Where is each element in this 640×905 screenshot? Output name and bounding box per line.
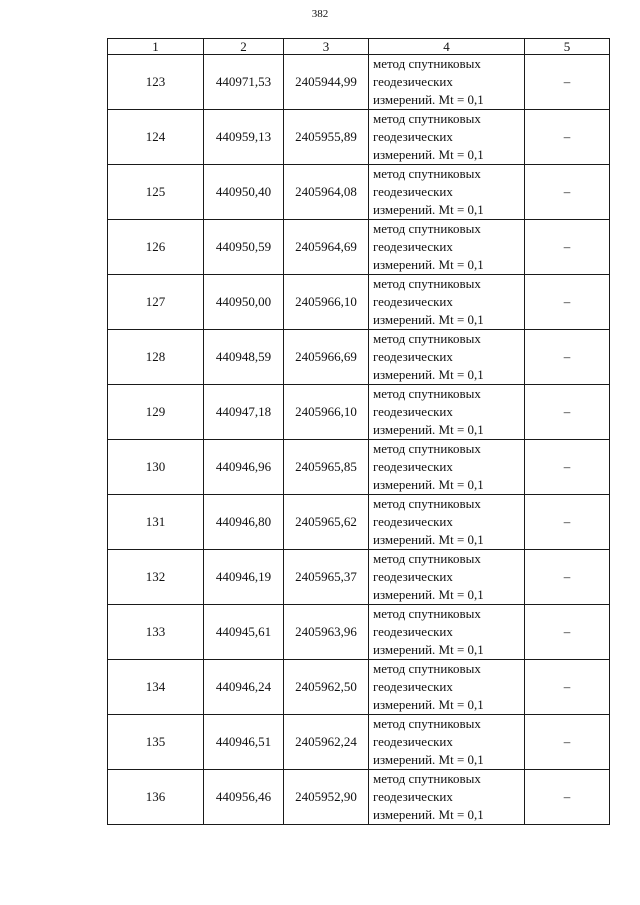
column-header-5: 5 <box>525 39 610 55</box>
table-row <box>108 660 610 715</box>
column-header-1: 1 <box>108 39 204 55</box>
note-cell: – <box>525 605 610 660</box>
method-cell: метод спутниковых геодезических измерений. Mt = 0,1 <box>369 330 525 385</box>
x-coordinate-cell: 440971,53 <box>204 55 284 110</box>
method-cell: метод спутниковых геодезических измерений. Mt = 0,1 <box>369 165 525 220</box>
method-cell: метод спутниковых геодезических измерений. Mt = 0,1 <box>369 715 525 770</box>
note-cell: – <box>525 55 610 110</box>
point-number-cell: 135 <box>108 715 204 770</box>
point-number-cell: 134 <box>108 660 204 715</box>
coordinates-table <box>107 38 610 825</box>
page-number: 382 <box>311 8 329 20</box>
x-coordinate-cell: 440946,19 <box>204 550 284 605</box>
y-coordinate-cell: 2405962,50 <box>284 660 369 715</box>
note-cell: – <box>525 495 610 550</box>
point-number-cell: 130 <box>108 440 204 495</box>
x-coordinate-cell: 440945,61 <box>204 605 284 660</box>
method-cell: метод спутниковых геодезических измерений. Mt = 0,1 <box>369 550 525 605</box>
point-number-cell: 127 <box>108 275 204 330</box>
table-row <box>108 715 610 770</box>
point-number-cell: 131 <box>108 495 204 550</box>
y-coordinate-cell: 2405962,24 <box>284 715 369 770</box>
table-row <box>108 440 610 495</box>
table-row <box>108 605 610 660</box>
point-number-cell: 129 <box>108 385 204 440</box>
table-row <box>108 495 610 550</box>
y-coordinate-cell: 2405966,10 <box>284 385 369 440</box>
method-cell: метод спутниковых геодезических измерений. Mt = 0,1 <box>369 440 525 495</box>
method-cell: метод спутниковых геодезических измерений. Mt = 0,1 <box>369 220 525 275</box>
table-row <box>108 275 610 330</box>
method-cell: метод спутниковых геодезических измерений. Mt = 0,1 <box>369 55 525 110</box>
note-cell: – <box>525 660 610 715</box>
note-cell: – <box>525 550 610 605</box>
y-coordinate-cell: 2405965,37 <box>284 550 369 605</box>
note-cell: – <box>525 385 610 440</box>
x-coordinate-cell: 440956,46 <box>204 770 284 825</box>
y-coordinate-cell: 2405964,08 <box>284 165 369 220</box>
point-number-cell: 125 <box>108 165 204 220</box>
point-number-cell: 128 <box>108 330 204 385</box>
table-row <box>108 165 610 220</box>
x-coordinate-cell: 440946,51 <box>204 715 284 770</box>
table-row <box>108 385 610 440</box>
x-coordinate-cell: 440946,80 <box>204 495 284 550</box>
x-coordinate-cell: 440947,18 <box>204 385 284 440</box>
y-coordinate-cell: 2405966,10 <box>284 275 369 330</box>
y-coordinate-cell: 2405966,69 <box>284 330 369 385</box>
method-cell: метод спутниковых геодезических измерений. Mt = 0,1 <box>369 110 525 165</box>
note-cell: – <box>525 110 610 165</box>
column-header-2: 2 <box>204 39 284 55</box>
point-number-cell: 133 <box>108 605 204 660</box>
point-number-cell: 124 <box>108 110 204 165</box>
table-row <box>108 330 610 385</box>
y-coordinate-cell: 2405955,89 <box>284 110 369 165</box>
x-coordinate-cell: 440950,40 <box>204 165 284 220</box>
method-cell: метод спутниковых геодезических измерений. Mt = 0,1 <box>369 495 525 550</box>
method-cell: метод спутниковых геодезических измерений. Mt = 0,1 <box>369 605 525 660</box>
table-row <box>108 550 610 605</box>
column-header-4: 4 <box>369 39 525 55</box>
table-row <box>108 770 610 825</box>
note-cell: – <box>525 220 610 275</box>
table-row <box>108 220 610 275</box>
note-cell: – <box>525 165 610 220</box>
note-cell: – <box>525 275 610 330</box>
point-number-cell: 126 <box>108 220 204 275</box>
table-row <box>108 55 610 110</box>
y-coordinate-cell: 2405965,62 <box>284 495 369 550</box>
x-coordinate-cell: 440946,96 <box>204 440 284 495</box>
note-cell: – <box>525 330 610 385</box>
method-cell: метод спутниковых геодезических измерений. Mt = 0,1 <box>369 385 525 440</box>
note-cell: – <box>525 715 610 770</box>
y-coordinate-cell: 2405965,85 <box>284 440 369 495</box>
table-row <box>108 110 610 165</box>
method-cell: метод спутниковых геодезических измерений. Mt = 0,1 <box>369 770 525 825</box>
x-coordinate-cell: 440948,59 <box>204 330 284 385</box>
y-coordinate-cell: 2405952,90 <box>284 770 369 825</box>
x-coordinate-cell: 440959,13 <box>204 110 284 165</box>
x-coordinate-cell: 440950,59 <box>204 220 284 275</box>
y-coordinate-cell: 2405963,96 <box>284 605 369 660</box>
header-row <box>108 39 610 55</box>
point-number-cell: 136 <box>108 770 204 825</box>
note-cell: – <box>525 770 610 825</box>
x-coordinate-cell: 440946,24 <box>204 660 284 715</box>
y-coordinate-cell: 2405944,99 <box>284 55 369 110</box>
point-number-cell: 132 <box>108 550 204 605</box>
method-cell: метод спутниковых геодезических измерений. Mt = 0,1 <box>369 275 525 330</box>
column-header-3: 3 <box>284 39 369 55</box>
table-body <box>108 55 610 825</box>
point-number-cell: 123 <box>108 55 204 110</box>
note-cell: – <box>525 440 610 495</box>
method-cell: метод спутниковых геодезических измерений. Mt = 0,1 <box>369 660 525 715</box>
x-coordinate-cell: 440950,00 <box>204 275 284 330</box>
y-coordinate-cell: 2405964,69 <box>284 220 369 275</box>
